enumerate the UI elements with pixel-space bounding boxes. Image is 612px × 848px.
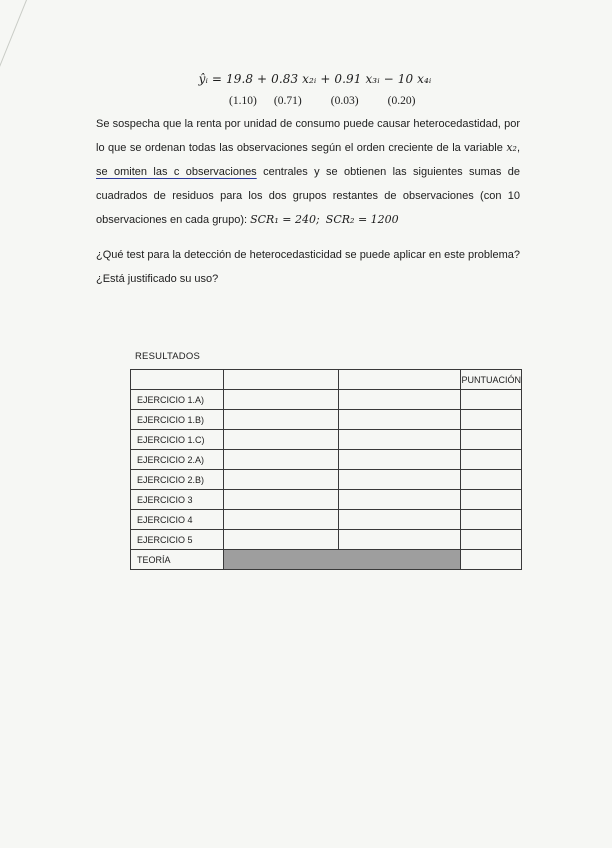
variable-x2: x₂	[506, 141, 517, 154]
table-cell	[339, 430, 461, 450]
paragraph-text: centrales y se obtienen las siguientes sumas de cuadrados de residuos para los dos grupos restantes de observaciones (con 10 observaciones en cada grupo):	[96, 166, 520, 226]
standard-error: (1.10)	[229, 95, 257, 107]
exercise-label: EJERCICIO 1.C)	[131, 430, 224, 450]
table-cell	[224, 490, 339, 510]
equation-rhs: 19.8 + 0.83 x₂ᵢ + 0.91 x₃ᵢ − 10 x₄ᵢ	[226, 72, 432, 86]
scan-edge-line	[0, 0, 31, 102]
scr1-value: SCR₁ = 240;	[250, 213, 320, 226]
score-cell	[461, 550, 522, 570]
results-table	[130, 369, 522, 570]
exercise-label: EJERCICIO 4	[131, 510, 224, 530]
theory-label: TEORÍA	[131, 550, 224, 570]
score-cell	[461, 390, 522, 410]
table-cell	[339, 390, 461, 410]
table-cell	[224, 510, 339, 530]
standard-errors-row	[229, 95, 415, 107]
exercise-label: EJERCICIO 1.A)	[131, 390, 224, 410]
exercise-label: EJERCICIO 2.B)	[131, 470, 224, 490]
exercise-label: EJERCICIO 2.A)	[131, 450, 224, 470]
table-cell	[224, 390, 339, 410]
standard-error: (0.20)	[387, 95, 416, 107]
exercise-label: EJERCICIO 3	[131, 490, 224, 510]
table-cell	[224, 530, 339, 550]
table-cell	[339, 450, 461, 470]
standard-error: (0.03)	[330, 95, 359, 107]
table-cell	[339, 470, 461, 490]
score-cell	[461, 410, 522, 430]
table-cell	[224, 430, 339, 450]
standard-error: (0.71)	[273, 95, 302, 107]
table-row	[131, 510, 522, 530]
table-row	[131, 490, 522, 510]
score-cell	[461, 490, 522, 510]
table-row	[131, 430, 522, 450]
score-cell	[461, 450, 522, 470]
table-cell	[339, 410, 461, 430]
exercise-label: EJERCICIO 1.B)	[131, 410, 224, 430]
results-label: RESULTADOS	[135, 351, 200, 362]
table-cell	[339, 530, 461, 550]
table-row	[131, 410, 522, 430]
score-cell	[461, 470, 522, 490]
table-cell	[224, 450, 339, 470]
score-cell	[461, 430, 522, 450]
table-cell	[224, 410, 339, 430]
problem-paragraph	[96, 112, 520, 232]
table-cell	[224, 370, 339, 390]
paragraph-text: Se sospecha que la renta por unidad de consumo puede causar heterocedastidad, por lo que se ordenan todas las observaciones según el orden creciente de la variable	[96, 118, 520, 154]
table-row	[131, 470, 522, 490]
table-cell	[339, 490, 461, 510]
table-cell	[224, 470, 339, 490]
exercise-label: EJERCICIO 5	[131, 530, 224, 550]
score-cell	[461, 530, 522, 550]
equation-lhs: ŷᵢ	[198, 72, 208, 86]
equation-equals: =	[211, 72, 226, 86]
table-row	[131, 530, 522, 550]
shaded-cell	[224, 550, 461, 570]
underlined-phrase: se omiten las c observaciones	[96, 166, 257, 178]
table-header-row	[131, 370, 522, 390]
question-paragraph: ¿Qué test para la detección de heterocedasticidad se puede aplicar en este problema? ¿Está justificado su uso?	[96, 249, 520, 285]
theory-row	[131, 550, 522, 570]
score-cell	[461, 510, 522, 530]
table-cell	[339, 370, 461, 390]
score-header: PUNTUACIÓN	[461, 370, 522, 390]
table-row	[131, 450, 522, 470]
table-cell	[131, 370, 224, 390]
scr2-value: SCR₂ = 1200	[325, 213, 399, 226]
paragraph-comma: ,	[516, 142, 520, 154]
table-row	[131, 390, 522, 410]
table-cell	[339, 510, 461, 530]
regression-equation	[0, 72, 612, 86]
